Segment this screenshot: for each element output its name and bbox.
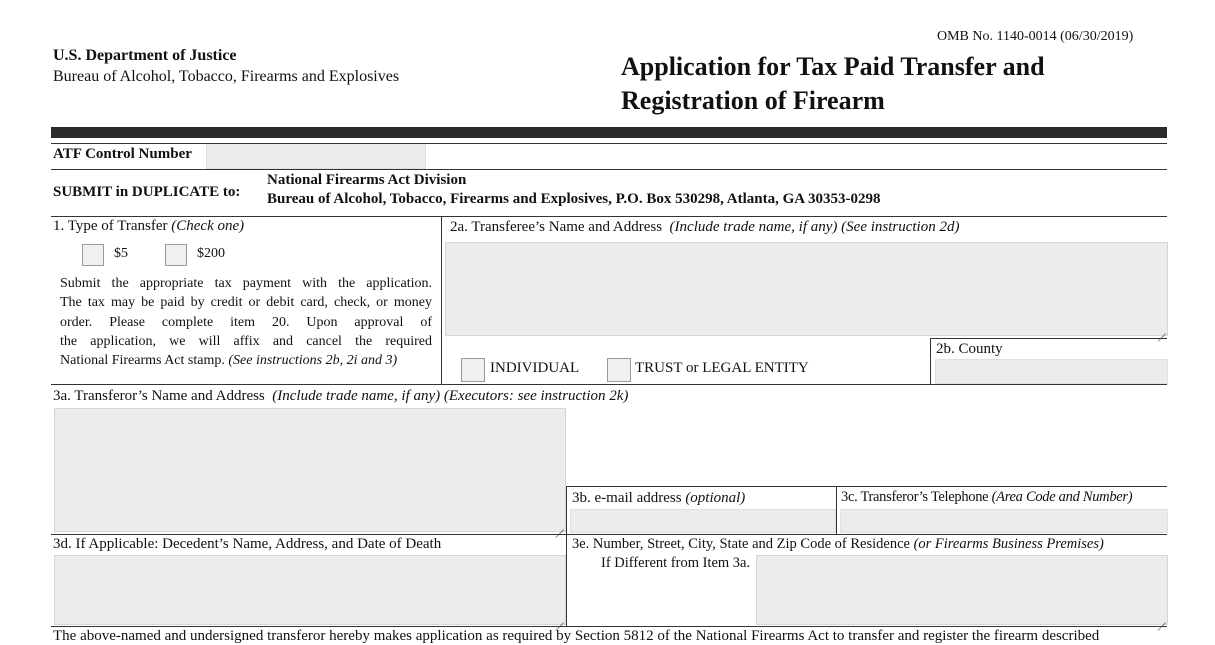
- item3a-label-text: 3a. Transferor’s Name and Address: [53, 388, 265, 404]
- item1-label-text: 1. Type of Transfer: [53, 218, 168, 234]
- item3d-label: 3d. If Applicable: Decedent’s Name, Address, and Date of Death: [53, 536, 442, 552]
- item3c-label: [841, 489, 1132, 506]
- county-field[interactable]: [935, 359, 1168, 384]
- divider: [51, 143, 1167, 144]
- item1-label: [53, 218, 244, 235]
- divider: [51, 626, 1167, 627]
- divider: [51, 534, 1167, 535]
- instruction-text: National Firearms Act stamp.: [60, 353, 225, 369]
- item1-hint: (Check one): [171, 218, 245, 234]
- residence-address-field[interactable]: [756, 555, 1168, 625]
- item3e-label: [572, 536, 1104, 553]
- submit-address-line2: Bureau of Alcohol, Tobacco, Firearms and Explosives, P.O. Box 530298, Atlanta, GA 30353-0298: [267, 191, 881, 207]
- control-number-field[interactable]: [206, 143, 426, 169]
- instruction-line: [60, 351, 432, 370]
- divider: [836, 486, 837, 534]
- item3e-label-text: 3e. Number, Street, City, State and Zip Code of Residence: [572, 536, 910, 552]
- item3b-label-text: 3b. e-mail address: [572, 490, 682, 506]
- checkbox-5-dollar[interactable]: [82, 244, 104, 266]
- option-200-dollar-label: $200: [197, 246, 225, 261]
- item3c-hint: (Area Code and Number): [991, 489, 1133, 505]
- item3b-hint: (optional): [685, 490, 746, 506]
- divider: [51, 384, 1167, 385]
- divider: [566, 486, 567, 534]
- divider: [566, 534, 567, 626]
- resize-handle-icon[interactable]: [555, 614, 564, 623]
- bureau-name: Bureau of Alcohol, Tobacco, Firearms and Explosives: [53, 68, 400, 85]
- department-name: U.S. Department of Justice: [53, 47, 237, 64]
- submit-label: SUBMIT in DUPLICATE to:: [53, 184, 241, 200]
- control-number-label: ATF Control Number: [53, 146, 192, 162]
- resize-handle-icon[interactable]: [555, 521, 564, 530]
- instruction-line: order. Please complete item 20. Upon approval of: [60, 314, 432, 330]
- email-field[interactable]: [570, 509, 836, 533]
- form-title-line2: Registration of Firearm: [621, 86, 885, 115]
- transferor-telephone-field[interactable]: [840, 509, 1168, 533]
- item3a-label: [53, 388, 628, 405]
- decedent-info-field[interactable]: [54, 555, 566, 625]
- individual-label: INDIVIDUAL: [490, 360, 580, 376]
- form-title-line1: Application for Tax Paid Transfer and: [621, 52, 1045, 81]
- instruction-hint: (See instructions 2b, 2i and 3): [228, 353, 398, 369]
- trust-legal-entity-label: TRUST or LEGAL ENTITY: [635, 360, 809, 376]
- item2a-label: [450, 219, 959, 236]
- checkbox-trust-legal-entity[interactable]: [607, 358, 631, 382]
- item2b-label: 2b. County: [936, 341, 1003, 357]
- omb-number: OMB No. 1140-0014 (06/30/2019): [937, 29, 1134, 44]
- checkbox-200-dollar[interactable]: [165, 244, 187, 266]
- divider: [566, 486, 1167, 487]
- instruction-line: Submit the appropriate tax payment with the application.: [60, 276, 432, 291]
- item3e-hint: (or Firearms Business Premises): [913, 536, 1104, 552]
- item1-instructions: [60, 274, 432, 370]
- instruction-line: the application, we will affix and cancel the required: [60, 333, 432, 349]
- header-bar: [51, 127, 1167, 138]
- item2a-hint: (Include trade name, if any) (See instruction 2d): [669, 219, 960, 235]
- item3c-label-text: 3c. Transferor’s Telephone: [841, 489, 989, 505]
- divider: [51, 169, 1167, 170]
- submit-address-line1: National Firearms Act Division: [267, 172, 467, 188]
- checkbox-individual[interactable]: [461, 358, 485, 382]
- declaration-text: The above-named and undersigned transferor hereby makes application as required by Section 5812 of the National Firearms Act to transfer and register the firearm described: [53, 628, 1100, 644]
- resize-handle-icon[interactable]: [1157, 614, 1166, 623]
- item3a-hint: (Include trade name, if any) (Executors: see instruction 2k): [272, 388, 629, 404]
- option-5-dollar-label: $5: [114, 246, 128, 261]
- divider: [930, 338, 1167, 339]
- divider: [930, 338, 931, 384]
- item3b-label: [572, 490, 745, 507]
- item3e-label-line2: If Different from Item 3a.: [601, 555, 751, 571]
- instruction-line: The tax may be paid by credit or debit card, check, or money: [60, 295, 432, 311]
- divider: [441, 216, 442, 384]
- transferee-name-address-field[interactable]: [445, 242, 1168, 336]
- transferor-name-address-field[interactable]: [54, 408, 566, 532]
- item2a-label-text: 2a. Transferee’s Name and Address: [450, 219, 663, 235]
- divider: [51, 216, 1167, 217]
- resize-handle-icon[interactable]: [1157, 325, 1166, 334]
